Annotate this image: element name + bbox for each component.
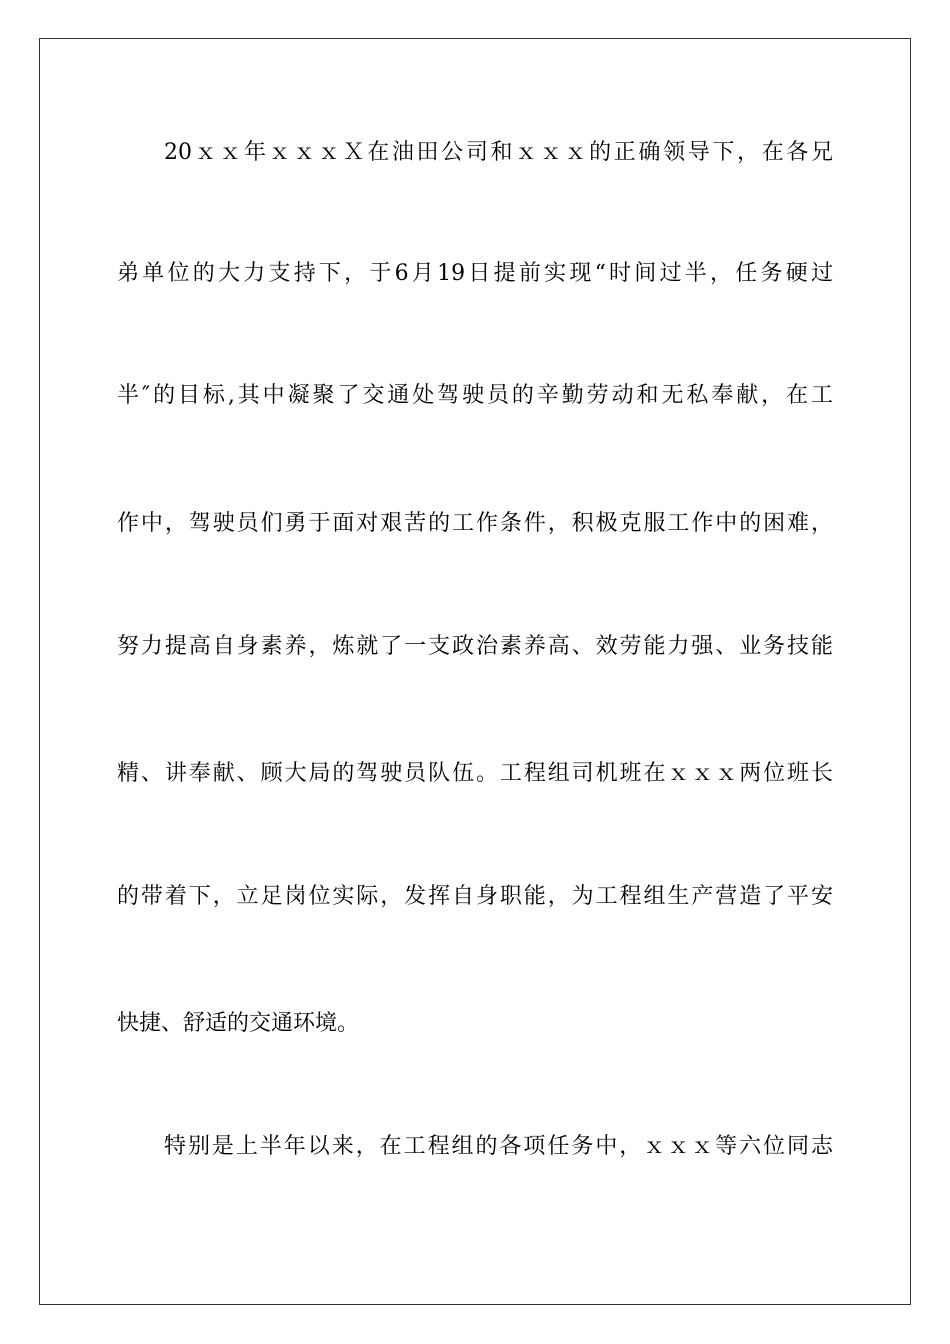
paragraph-line: 20ｘｘ年ｘｘｘＸ在油田公司和ｘｘｘ的正确领导下，在各兄 [164,140,833,165]
paragraph-line: 特别是上半年以来，在工程组的各项任务中，ｘｘｘ等六位同志 [164,1134,833,1159]
paragraph-line: 的带着下，立足岗位实际，发挥自身职能，为工程组生产营造了平安 [117,884,833,909]
paragraph-line: 努力提高自身素养，炼就了一支政治素养高、效劳能力强、业务技能 [117,634,833,659]
paragraph-line: 弟单位的大力支持下，于6月19日提前实现“时间过半，任务硬过 [117,261,833,286]
page-frame [39,38,911,1305]
paragraph-line: 作中，驾驶员们勇于面对艰苦的工作条件，积极克服工作中的困难， [117,511,833,536]
paragraph-line: 快捷、舒适的交通环境。 [117,1011,360,1036]
paragraph-line: 半″的目标,其中凝聚了交通处驾驶员的辛勤劳动和无私奉献，在工 [117,383,833,408]
paragraph-line: 精、讲奉献、顾大局的驾驶员队伍。工程组司机班在ｘｘｘ两位班长 [117,761,833,786]
